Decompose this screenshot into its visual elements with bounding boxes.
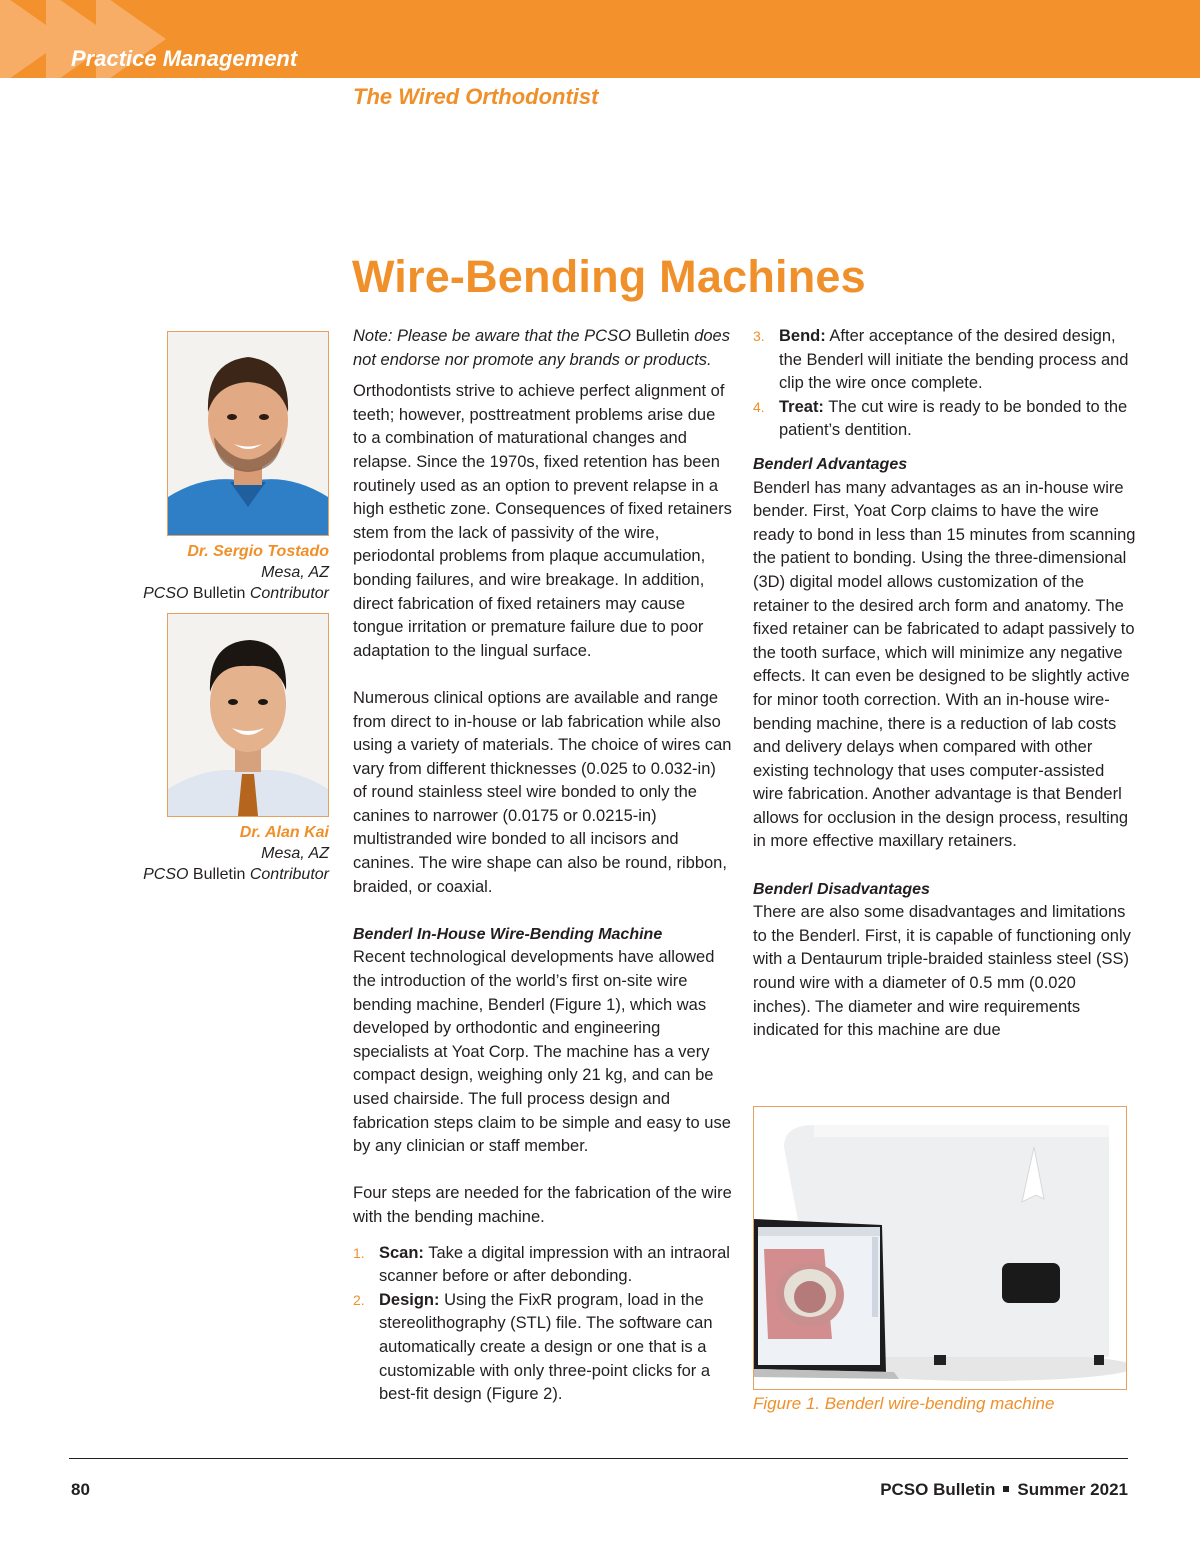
author-credit-1 [100, 541, 329, 604]
footer-rule [69, 1458, 1128, 1459]
section-heading: Benderl Disadvantages [753, 880, 930, 898]
section-label: Practice Management [71, 46, 298, 71]
paragraph: Orthodontists strive to achieve perfect alignment of teeth; however, posttreatment problems arise due to a combination of maturational changes and relapse. Since the 1970s, fixed retention has been routinely used as an option to prevent relapse in a high esthetic zone. Consequences of fixed retainers stem from the lack of passivity of the wire, periodontal problems from plaque accumulation, bonding failures, and wire breakage. In addition, direct fabrication of fixed retainers may cause tongue irritation or premature failure due to poor adaptation to the lingual surface. [353, 382, 732, 660]
author-name: Dr. Sergio Tostado [187, 543, 329, 560]
steps-list [353, 1242, 733, 1407]
section-heading: Benderl In-House Wire-Bending Machine [353, 925, 663, 943]
disclaimer-note: Note: Please be aware that the PCSO Bulletin does not endorse nor promote any brands or products. [353, 327, 730, 369]
article-column-2 [753, 325, 1137, 1066]
author-credit-2 [100, 822, 329, 885]
author-photo-2 [167, 613, 329, 817]
author-role: PCSO Bulletin Contributor [143, 585, 329, 602]
author-role: PCSO Bulletin Contributor [143, 866, 329, 883]
figure-benderl-machine [753, 1106, 1127, 1390]
separator-square [1003, 1486, 1009, 1492]
paragraph: Benderl has many advantages as an in-house wire bender. First, Yoat Corp claims to have the wire ready to bond in less than 15 minutes from scanning the patient to bonding. Using the three-dimensional (3D) digital model allows customization of the retainer to the desired arch form and anatomy. The fixed retainer can be fabricated to adapt passively to the tooth surface, which will minimize any negative effects. It can even be designed to be slightly active for minor tooth correction. With an in-house wire-bending machine, there is a reduction of lab costs and delivery delays when compared with other existing technology that uses computer-assisted wire fabrication. Another advantage is that Benderl allows for occlusion in the design process, resulting in more effective maxillary retainers. [753, 478, 1136, 851]
list-item: 4. Treat: The cut wire is ready to be bonded to the patient’s dentition. [753, 397, 1128, 440]
paragraph: There are also some disadvantages and limitations to the Benderl. First, it is capable of functioning only with a Dentaurum triple-braided stainless steel (SS) round wire with a diameter of 0.5 mm (0.020 inches). The diameter and wire requirements indicated for this machine are due [753, 903, 1131, 1040]
author-location: Mesa, AZ [261, 845, 329, 862]
column-title: The Wired Orthodontist [353, 84, 599, 109]
section-heading: Benderl Advantages [753, 455, 908, 473]
footer-publication: PCSO Bulletin Summer 2021 [880, 1480, 1128, 1499]
steps-list [753, 325, 1137, 443]
paragraph: Recent technological developments have allowed the introduction of the world’s first on-site wire bending machine, Benderl (Figure 1), which was developed by orthodontic and engineering specialists at Yoat Corp. The machine has a very compact design, weighing only 21 kg, and can be used chairside. The full process design and fabrication steps claim to be simple and easy to use by any clinician or staff member. [353, 948, 731, 1156]
paragraph: Numerous clinical options are available and range from direct to in-house or lab fabrication while also using a variety of materials. The choice of wires can vary from different thicknesses (0.025 to 0.032-in) of round stainless steel wire bonded to only the canines to narrower (0.0175 or 0.0215-in) multistranded wire bonded to all incisors and canines. The wire shape can also be round, ribbon, braided, or coaxial. [353, 688, 732, 896]
author-location: Mesa, AZ [261, 564, 329, 581]
page-number: 80 [71, 1480, 90, 1499]
list-item: 3. Bend: After acceptance of the desired design, the Benderl will initiate the bending process and clip the wire once complete. [753, 327, 1129, 393]
figure-caption: Figure 1. Benderl wire-bending machine [753, 1394, 1055, 1413]
header-band [0, 0, 1200, 78]
author-name: Dr. Alan Kai [239, 824, 329, 841]
list-item: 2. Design: Using the FixR program, load in the stereolithography (STL) file. The software can automatically create a design or one that is a customizable with only three-point clicks for a best-fit design (Figure 2). [353, 1290, 713, 1404]
paragraph: Four steps are needed for the fabrication of the wire with the bending machine. [353, 1184, 732, 1226]
article-column-1 [353, 325, 733, 1407]
author-photo-1 [167, 331, 329, 536]
article-title: Wire-Bending Machines [352, 251, 866, 302]
list-item: 1. Scan: Take a digital impression with an intraoral scanner before or after debonding. [353, 1243, 730, 1286]
